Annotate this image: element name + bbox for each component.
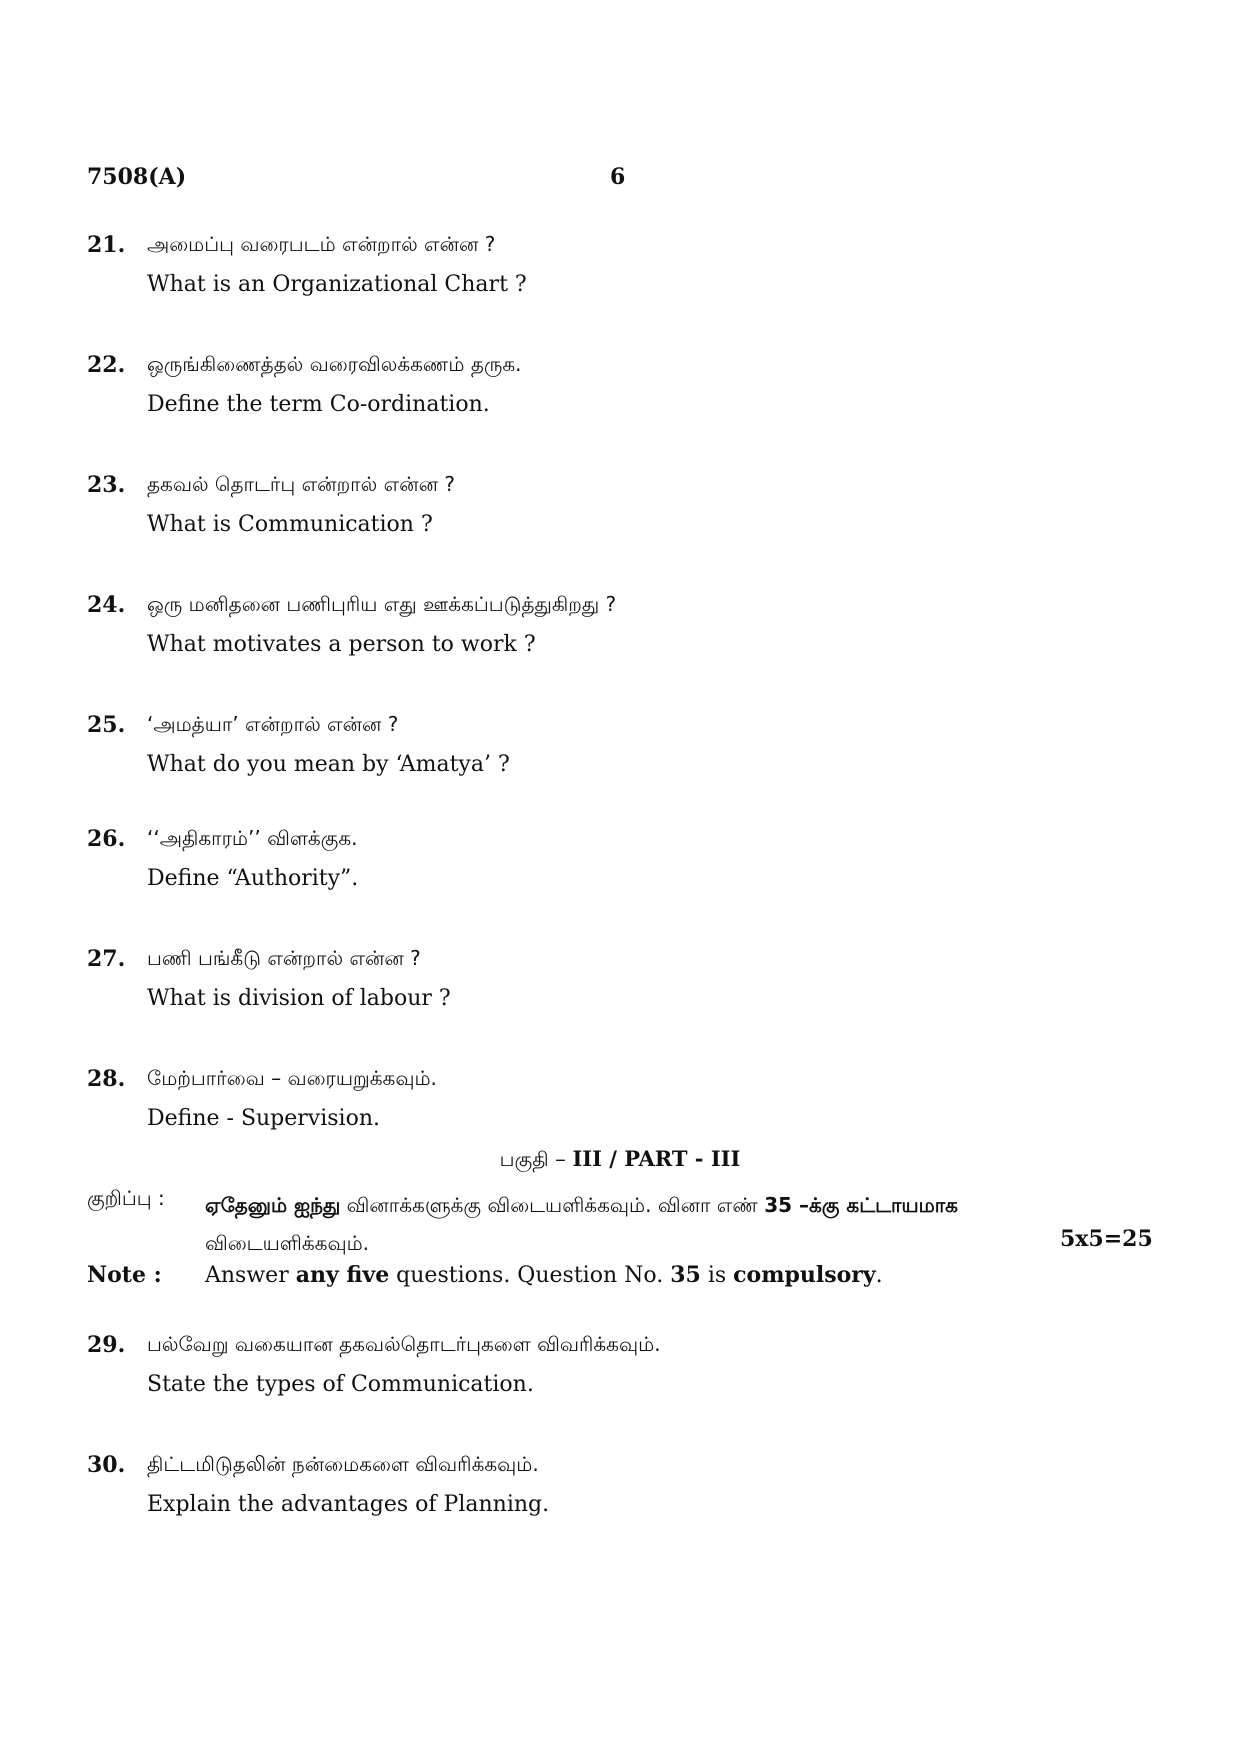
note-tamil-label: குறிப்பு :	[87, 1186, 165, 1210]
question-english: Explain the advantages of Planning.	[147, 1492, 550, 1517]
question-tamil: பணி பங்கீடு என்றால் என்ன ?	[147, 946, 421, 970]
question-tamil: ‘‘அதிகாரம்’’ விளக்குக.	[147, 826, 358, 850]
note-en-t3: is	[700, 1263, 734, 1288]
question-english: What do you mean by ‘Amatya’ ?	[147, 752, 510, 777]
question-english: Define “Authority”.	[147, 866, 359, 891]
part-title-english: III / PART - III	[572, 1146, 741, 1171]
note-tamil-text2: விடையளிக்கவும்.	[205, 1231, 370, 1255]
question-english: Define the term Co-ordination.	[147, 392, 490, 417]
question-tamil: திட்டமிடுதலின் நன்மைகளை விவரிக்கவும்.	[147, 1452, 539, 1476]
question-tamil: மேற்பார்வை – வரையறுக்கவும்.	[147, 1066, 437, 1090]
question-tamil: தகவல் தொடர்பு என்றால் என்ன ?	[147, 472, 455, 496]
question-number: 28.	[87, 1066, 126, 1092]
question-number: 24.	[87, 592, 126, 618]
question-number: 26.	[87, 826, 126, 852]
note-en-b2: 35	[670, 1262, 701, 1288]
note-en-t4: .	[875, 1263, 883, 1288]
question-english: What is division of labour ?	[147, 986, 451, 1011]
question-number: 25.	[87, 712, 126, 738]
question-tamil: ஒருங்கிணைத்தல் வரைவிலக்கணம் தருக.	[147, 352, 522, 376]
question-tamil: பல்வேறு வகையான தகவல்தொடர்புகளை விவரிக்கவும்.	[147, 1332, 661, 1356]
page-number: 6	[610, 164, 626, 190]
note-en-b3: compulsory	[733, 1262, 876, 1288]
question-english: Define - Supervision.	[147, 1106, 380, 1131]
paper-code: 7508(A)	[87, 164, 187, 190]
question-english: State the types of Communication.	[147, 1372, 534, 1397]
part-title-tamil: பகுதி	[499, 1147, 549, 1171]
note-en-t2: questions. Question No.	[389, 1263, 671, 1288]
note-tamil-text1: வினாக்களுக்கு விடையளிக்கவும். வினா எண்	[340, 1193, 765, 1217]
note-en-b1: any five	[295, 1262, 390, 1288]
question-tamil: அமைப்பு வரைபடம் என்றால் என்ன ?	[147, 232, 496, 256]
note-english-label: Note :	[87, 1262, 162, 1288]
question-number: 30.	[87, 1452, 126, 1478]
marks-scheme: 5x5=25	[1060, 1226, 1153, 1252]
note-tamil-bold1: ஏதேனும் ஐந்து	[205, 1193, 341, 1217]
note-tamil-bold2: 35 –க்கு கட்டாயமாக	[764, 1193, 958, 1217]
question-number: 21.	[87, 232, 126, 258]
question-number: 27.	[87, 946, 126, 972]
question-english: What is an Organizational Chart ?	[147, 272, 527, 297]
question-number: 23.	[87, 472, 126, 498]
question-number: 22.	[87, 352, 126, 378]
part-title	[0, 1146, 1240, 1174]
question-tamil: ஒரு மனிதனை பணிபுரிய எது ஊக்கப்படுத்துகிறது ?	[147, 592, 617, 616]
note-english-text	[205, 1262, 1165, 1288]
note-tamil-text	[205, 1186, 1165, 1262]
question-number: 29.	[87, 1332, 126, 1358]
note-en-t1: Answer	[205, 1263, 296, 1288]
question-english: What motivates a person to work ?	[147, 632, 536, 657]
part-title-separator: –	[548, 1147, 573, 1171]
question-tamil: ‘அமத்யா’ என்றால் என்ன ?	[147, 712, 399, 736]
question-english: What is Communication ?	[147, 512, 433, 537]
